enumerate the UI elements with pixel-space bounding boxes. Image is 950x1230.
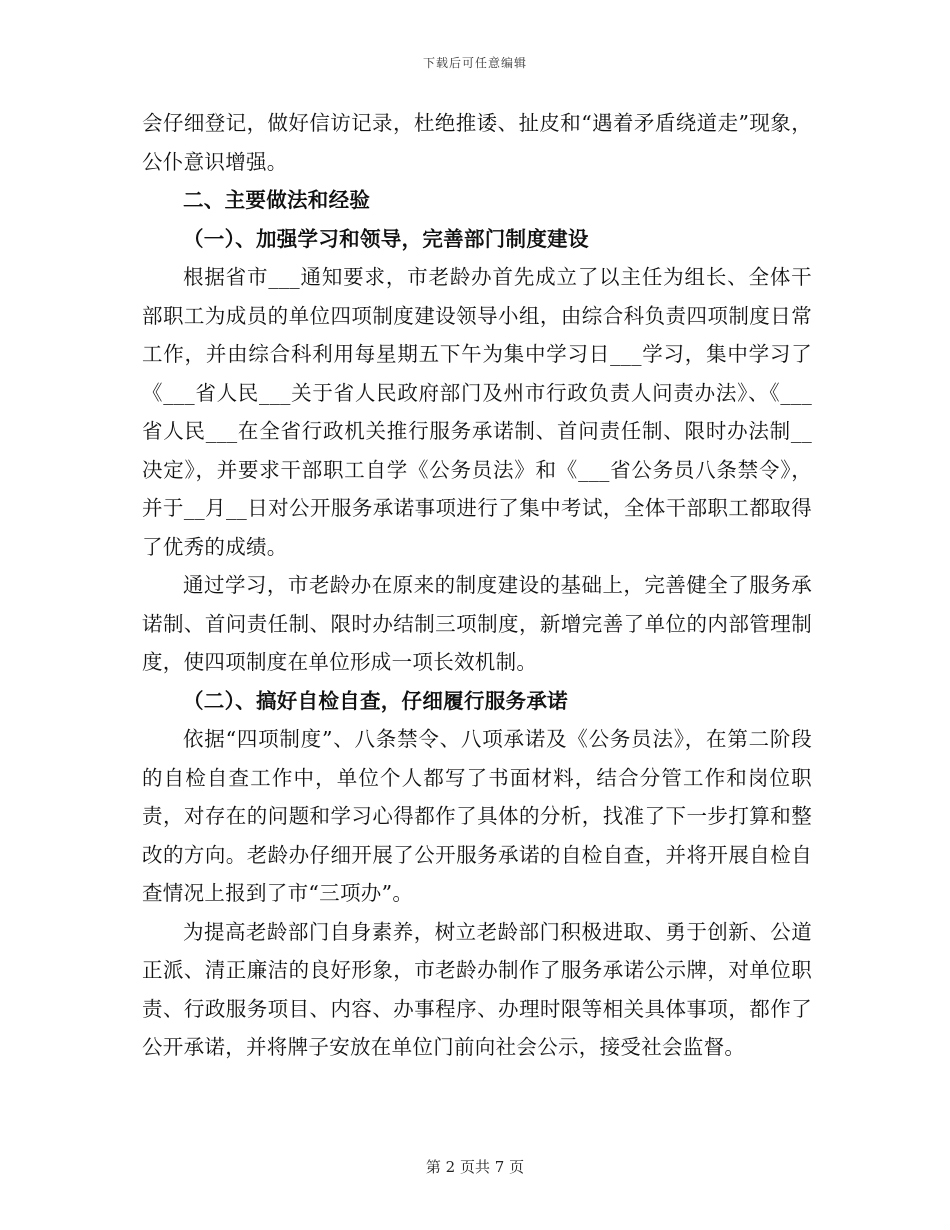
subsection-heading-2: （二）、搞好自检自查，仔细履行服务承诺 bbox=[183, 688, 568, 713]
document-body bbox=[142, 104, 812, 1067]
paragraph-study-requirements: 根据省市___通知要求，市老龄办首先成立了以主任为组长、全体干部职工为成员的单位四项制度建设领导小组，由综合科负责四项制度日常工作，并由综合科利用每星期五下午为集中学习日___学习，集中学习了《___省人民___关于省人民政府部门及州市行政负责人问责办法》、《___省人民___在全省行政机关推行服务承诺制、首问责任制、限时办法制__决定》，并要求干部职工自学《公务员法》和《___省公务员八条禁令》，并于__月__日对公开服务承诺事项进行了集中考试，全体干部职工都取得了优秀的成绩。 bbox=[142, 265, 812, 559]
page-number: 第 2 页共 7 页 bbox=[425, 1158, 525, 1176]
paragraph-continuation: 会仔细登记，做好信访记录，杜绝推诿、扯皮和“遇着矛盾绕道走”现象，公仆意识增强。 bbox=[142, 111, 812, 174]
page-header: 下载后可任意编辑 bbox=[422, 56, 527, 70]
paragraph-public-commitment: 为提高老龄部门自身素养，树立老龄部门积极进取、勇于创新、公道正派、清正廉洁的良好形象，市老龄办制作了服务承诺公示牌，对单位职责、行政服务项目、内容、办事程序、办理时限等相关具体事项，都作了公开承诺，并将牌子安放在单位门前向社会公示，接受社会监督。 bbox=[142, 919, 812, 1059]
section-heading: 二、主要做法和经验 bbox=[183, 188, 371, 212]
paragraph-system-improvement: 通过学习，市老龄办在原来的制度建设的基础上，完善健全了服务承诺制、首问责任制、限时办结制三项制度，新增完善了单位的内部管理制度，使四项制度在单位形成一项长效机制。 bbox=[142, 573, 812, 674]
paragraph-self-inspection: 依据“四项制度”、八条禁令、八项承诺及《公务员法》，在第二阶段的自检自查工作中，单位个人都写了书面材料，结合分管工作和岗位职责，对存在的问题和学习心得都作了具体的分析，找准了下一步打算和整改的方向。老龄办仔细开展了公开服务承诺的自检自查，并将开展自检自查情况上报到了市“三项办”。 bbox=[142, 727, 812, 905]
subsection-heading-1: （一）、加强学习和领导，完善部门制度建设 bbox=[183, 226, 589, 251]
